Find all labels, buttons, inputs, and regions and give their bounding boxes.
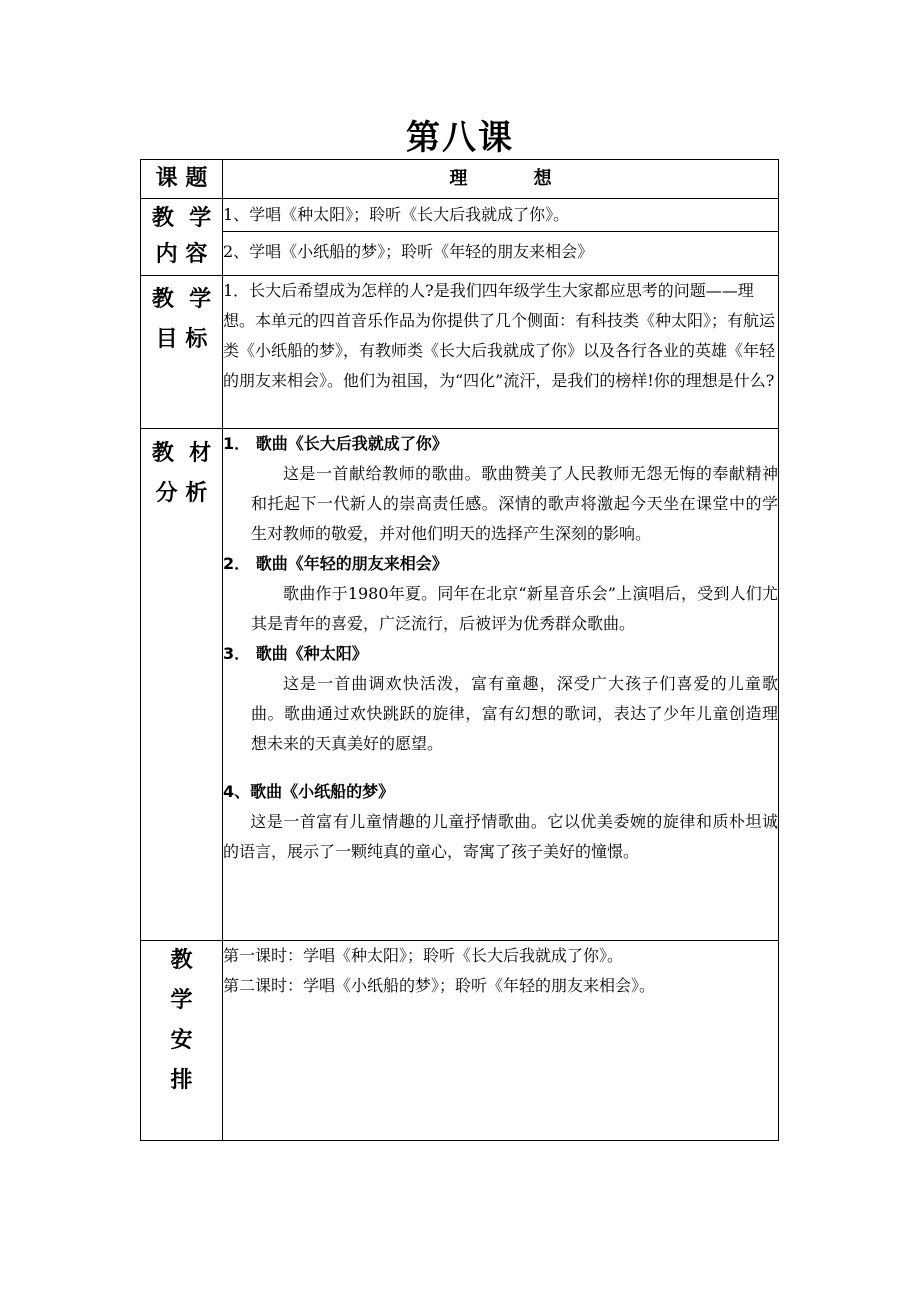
topic-cell [223, 160, 779, 199]
analysis-text-3: 这是一首曲调欢快活泼，富有童趣，深受广大孩子们喜爱的儿童歌曲。歌曲通过欢快跳跃的旋律，富有幻想的歌词，表达了少年儿童创造理想未来的天真美好的愿望。 [251, 674, 778, 753]
analysis-text-2: 歌曲作于1980年夏。同年在北京“新星音乐会”上演唱后，受到人们尤其是青年的喜爱，广泛流行，后被评为优秀群众歌曲。 [251, 584, 778, 633]
arrangement-line-1: 第一课时：学唱《种太阳》；聆听《长大后我就成了你》。 [223, 946, 624, 965]
content-item-1: 1、学唱《种太阳》；聆听《长大后我就成了你》。 [223, 199, 779, 232]
arrangement-label [141, 941, 223, 1141]
analysis-heading-4: 4、歌曲《小纸船的梦》 [223, 782, 395, 801]
page-title: 第八课 [406, 118, 514, 158]
analysis-row [141, 429, 779, 941]
analysis-gap [223, 759, 778, 777]
arrangement-label-char-1: 教 [170, 948, 193, 973]
content-label [141, 199, 223, 276]
analysis-text-1: 这是一首献给教师的歌曲。歌曲赞美了人民教师无怨无悔的奉献精神和托起下一代新人的崇高责任感。深情的歌声将激起今天坐在课堂中的学生对教师的敬爱，并对他们明天的选择产生深刻的影响。 [251, 464, 778, 543]
analysis-label-line2: 分 析 [155, 481, 208, 506]
arrangement-row [141, 941, 779, 1141]
goals-label-line1: 教 学 [151, 287, 212, 312]
content-item-2: 2、学唱《小纸船的梦》；聆听《年轻的朋友来相会》 [223, 232, 779, 276]
topic-label: 课 题 [141, 160, 223, 199]
goals-row [141, 276, 779, 429]
goals-label-line2: 目 标 [155, 327, 208, 352]
arrangement-label-char-4: 排 [170, 1068, 193, 1093]
arrangement-label-char-2: 学 [170, 988, 193, 1013]
goals-label [141, 276, 223, 429]
arrangement-label-char-3: 安 [170, 1028, 193, 1053]
analysis-heading-1: 1． 歌曲《长大后我就成了你》 [223, 434, 448, 453]
content-label-line2: 内 容 [155, 242, 208, 267]
content-row [141, 199, 779, 232]
content-row-2 [141, 232, 779, 276]
analysis-text-4: 这是一首富有儿童情趣的儿童抒情歌曲。它以优美委婉的旋律和质朴坦诚的语言，展示了一颗纯真的童心，寄寓了孩子美好的憧憬。 [223, 812, 778, 861]
goals-text: 1．长大后希望成为怎样的人?是我们四年级学生大家都应思考的问题——理想。本单元的四首音乐作品为你提供了几个侧面：有科技类《种太阳》；有航运类《小纸船的梦》，有教师类《长大后我就成了你》以及各行各业的英雄《年轻的朋友来相会》。他们为祖国，为“四化”流汗，是我们的榜样!你的理想是什么? [223, 276, 779, 429]
analysis-label [141, 429, 223, 941]
analysis-label-line1: 教 材 [151, 441, 212, 466]
analysis-heading-3: 3． 歌曲《种太阳》 [223, 644, 368, 663]
analysis-cell [223, 429, 779, 941]
topic-row [141, 160, 779, 199]
topic-value: 理 想 [449, 168, 582, 189]
lesson-plan-table [140, 159, 779, 1141]
arrangement-line-2: 第二课时：学唱《小纸船的梦》；聆听《年轻的朋友来相会》。 [223, 976, 656, 995]
content-label-line1: 教 学 [151, 206, 212, 231]
arrangement-cell [223, 941, 779, 1141]
analysis-heading-2: 2． 歌曲《年轻的朋友来相会》 [223, 554, 448, 573]
